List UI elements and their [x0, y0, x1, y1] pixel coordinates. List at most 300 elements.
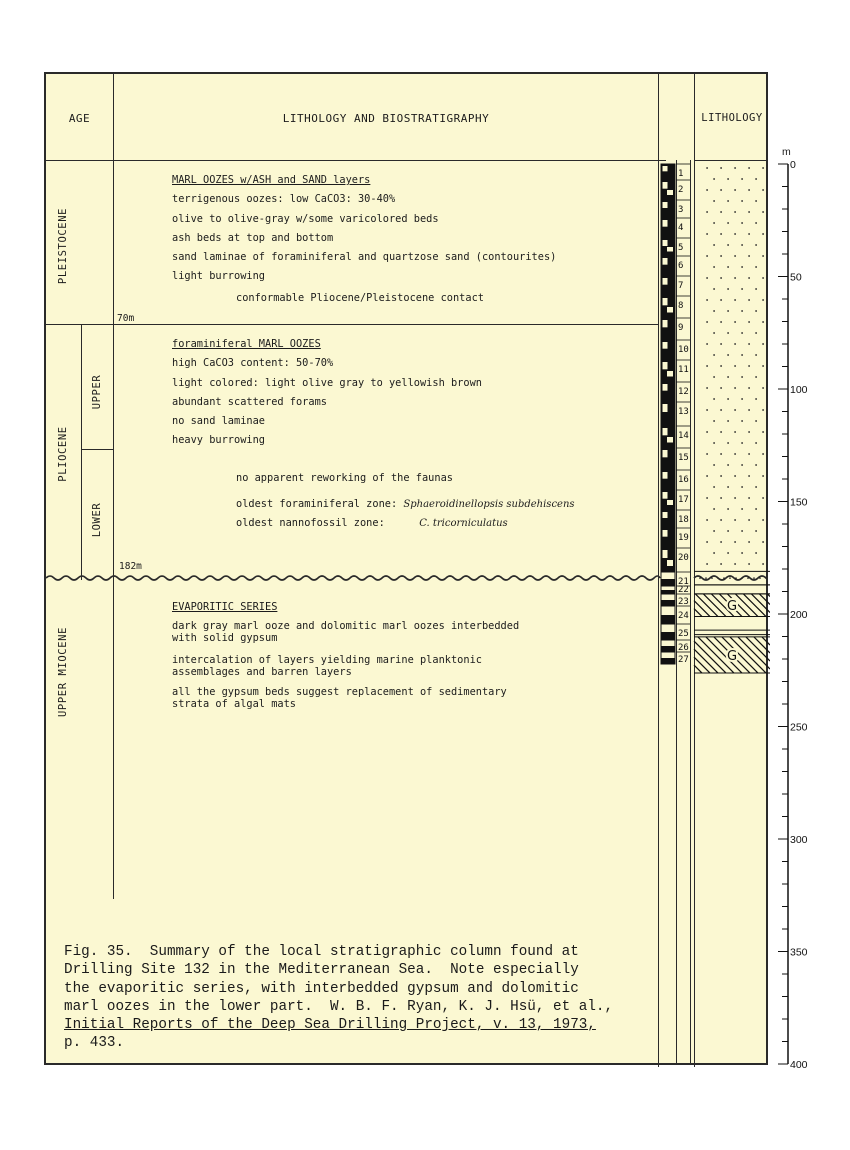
- lithology-dot: [727, 398, 729, 400]
- lithology-dot: [762, 541, 764, 543]
- lithology-dot: [762, 233, 764, 235]
- core-gap: [667, 190, 673, 195]
- core-gap: [663, 450, 668, 457]
- core-fill: [661, 658, 675, 664]
- core-gap: [663, 258, 668, 265]
- lithology-dot: [729, 577, 731, 579]
- lithology-dot: [762, 497, 764, 499]
- core-gap: [663, 362, 668, 369]
- lithology-dot: [734, 431, 736, 433]
- core-number: 13: [678, 407, 689, 417]
- gypsum-label: G: [726, 599, 738, 615]
- lithology-dot: [734, 211, 736, 213]
- lithology-dot: [727, 222, 729, 224]
- lithology-dot: [748, 431, 750, 433]
- lithology-dot: [720, 453, 722, 455]
- core-gap: [667, 371, 673, 377]
- lithology-dot: [748, 409, 750, 411]
- miocene-line-text: with solid gypsum: [172, 632, 278, 644]
- miocene-line: [172, 654, 482, 678]
- lithology-dot: [748, 321, 750, 323]
- lithology-dot: [727, 310, 729, 312]
- zone-nanno-label: oldest nannofossil zone:: [236, 517, 385, 529]
- lithology-dot: [741, 577, 743, 579]
- lithology-dot: [706, 299, 708, 301]
- lithology-dot: [753, 577, 755, 579]
- pliocene-zone-foram: [236, 495, 575, 514]
- lithology-dot: [727, 288, 729, 290]
- lithology-dot: [741, 376, 743, 378]
- lithology-dot: [734, 453, 736, 455]
- depth-scale-unit: m: [782, 146, 791, 158]
- lithology-dot: [741, 332, 743, 334]
- core-gap: [663, 384, 668, 391]
- core-number: 14: [678, 431, 689, 441]
- lithology-dot: [720, 233, 722, 235]
- miocene-line-text: assemblages and barren layers: [172, 666, 352, 678]
- pliocene-title: foraminiferal MARL OOZES: [172, 338, 321, 350]
- lithology-dot: [762, 475, 764, 477]
- lithology-dot: [755, 508, 757, 510]
- lithology-dot: [720, 563, 722, 565]
- lithology-dot: [727, 464, 729, 466]
- lithology-dot: [720, 343, 722, 345]
- lithology-dot: [762, 299, 764, 301]
- core-gap: [663, 404, 668, 412]
- pleistocene-line: light burrowing: [172, 270, 265, 283]
- core-number: 18: [678, 515, 689, 525]
- lithology-dot: [727, 420, 729, 422]
- core-gap: [667, 560, 673, 566]
- lithology-dot: [706, 453, 708, 455]
- lithology-dot: [734, 167, 736, 169]
- lithology-dot: [735, 577, 737, 579]
- core-gap: [663, 512, 668, 518]
- pliocene-line: heavy burrowing: [172, 434, 265, 447]
- core-gap: [663, 550, 668, 558]
- lithology-dot: [765, 577, 767, 579]
- lithology-dot: [706, 431, 708, 433]
- lithology-dot: [727, 266, 729, 268]
- core-number: 3: [678, 205, 684, 215]
- age-upper-miocene: UPPER MIOCENE: [57, 627, 69, 717]
- lithology-dot: [755, 376, 757, 378]
- lithology-dot: [723, 577, 725, 579]
- lithology-dot: [727, 332, 729, 334]
- lithology-dot: [748, 453, 750, 455]
- age-pliocene-lower: LOWER: [91, 502, 103, 538]
- core-number: 21: [678, 577, 689, 587]
- lithology-dot: [755, 552, 757, 554]
- lithology-dot: [762, 343, 764, 345]
- lithology-dot: [706, 233, 708, 235]
- header-age: AGE: [68, 112, 91, 125]
- lithology-dot: [734, 321, 736, 323]
- pliocene-reworking-note: no apparent reworking of the faunas: [236, 472, 453, 484]
- lithology-dot: [762, 519, 764, 521]
- gypsum-hatch: [754, 637, 770, 653]
- lithology-dot: [734, 409, 736, 411]
- caption-line-citation: Initial Reports of the Deep Sea Drilling Project, v. 13, 1973,: [64, 1017, 596, 1034]
- core-number: 15: [678, 453, 689, 463]
- lithology-dot: [762, 365, 764, 367]
- gypsum-hatch: [694, 601, 710, 617]
- core-number: 19: [678, 533, 689, 543]
- lithology-dot: [713, 552, 715, 554]
- lithology-dot: [706, 167, 708, 169]
- lithology-dot: [734, 519, 736, 521]
- age-column-divider: [113, 74, 114, 899]
- lithology-dot: [727, 376, 729, 378]
- depth-tick-label: 400: [790, 1059, 808, 1071]
- lithology-dot: [755, 288, 757, 290]
- depth-mark-70m: 70m: [117, 313, 135, 324]
- lithology-dot: [748, 233, 750, 235]
- lithology-dot: [755, 354, 757, 356]
- zone-foram-value: Sphaeroidinellopsis subdehiscens: [403, 499, 575, 510]
- core-gap: [667, 307, 673, 313]
- lithology-dot: [720, 277, 722, 279]
- lithology-dot: [748, 563, 750, 565]
- lithology-dot: [713, 332, 715, 334]
- lithology-dot: [720, 519, 722, 521]
- core-gap: [663, 298, 668, 305]
- lithology-dot: [706, 541, 708, 543]
- lithology-dot: [741, 288, 743, 290]
- core-gap: [663, 202, 668, 208]
- lithology-dot: [734, 343, 736, 345]
- lithology-dot: [720, 321, 722, 323]
- lithology-dot: [727, 354, 729, 356]
- pliocene-line: high CaCO3 content: 50-70%: [172, 357, 334, 370]
- lithology-dot: [748, 343, 750, 345]
- lithology-dot: [706, 211, 708, 213]
- lithology-dot: [762, 431, 764, 433]
- core-fill: [661, 632, 675, 640]
- core-gap: [663, 166, 668, 171]
- lithology-dot: [741, 442, 743, 444]
- lithology-dot: [741, 310, 743, 312]
- pliocene-line: light colored: light olive gray to yellowish brown: [172, 376, 482, 389]
- lithology-dot: [734, 255, 736, 257]
- stratigraphic-column-sheet: [44, 72, 768, 1065]
- lithology-dot: [713, 200, 715, 202]
- caption-line: marl oozes in the lower part. W. B. F. Ryan, K. J. Hsü, et al.,: [64, 998, 614, 1015]
- lithology-dot: [720, 409, 722, 411]
- lithology-dot: [713, 178, 715, 180]
- lithology-dot: [748, 365, 750, 367]
- lithology-dot: [762, 277, 764, 279]
- lithology-dot: [734, 387, 736, 389]
- lithology-dot: [705, 577, 707, 579]
- core-number: 20: [678, 553, 689, 563]
- lithology-dot: [741, 244, 743, 246]
- core-number: 8: [678, 301, 684, 311]
- lithology-dot: [720, 431, 722, 433]
- depth-tick-label: 250: [790, 721, 808, 734]
- lithology-dot: [706, 277, 708, 279]
- core-gap: [663, 320, 668, 327]
- lithology-dot: [741, 222, 743, 224]
- lithology-dot: [727, 486, 729, 488]
- evaporitic-series-title: EVAPORITIC SERIES: [172, 601, 278, 613]
- gypsum-hatch: [762, 637, 770, 645]
- depth-mark-182m: 182m: [119, 561, 142, 572]
- lithology-dot: [720, 365, 722, 367]
- lithology-dot: [741, 552, 743, 554]
- lithology-dot: [755, 222, 757, 224]
- lithology-dot: [706, 343, 708, 345]
- core-gap: [663, 428, 668, 435]
- lithology-dot: [741, 178, 743, 180]
- gypsum-label: G: [726, 648, 738, 664]
- lithology-dot: [755, 310, 757, 312]
- core-gap: [663, 240, 668, 246]
- lithology-dot: [755, 442, 757, 444]
- core-number: 16: [678, 475, 689, 485]
- core-fill: [661, 646, 675, 652]
- core-gap: [663, 182, 668, 189]
- pleistocene-description: [172, 171, 556, 287]
- gypsum-hatch: [694, 641, 726, 673]
- lithology-dot: [706, 409, 708, 411]
- upper-lower-boundary: [81, 449, 113, 450]
- lithology-dot: [755, 266, 757, 268]
- lithology-dot: [755, 332, 757, 334]
- lithology-dot: [699, 577, 701, 579]
- core-number: 11: [678, 365, 689, 375]
- miocene-line: [172, 620, 519, 644]
- lithology-dot: [734, 277, 736, 279]
- lithology-dot: [713, 508, 715, 510]
- core-number: 4: [678, 223, 684, 233]
- core-gap: [663, 472, 668, 479]
- lithology-dot: [727, 530, 729, 532]
- core-number: 10: [678, 345, 689, 355]
- depth-tick-label: 100: [790, 384, 808, 396]
- core-number: 5: [678, 243, 684, 253]
- depth-tick-label: 0: [790, 159, 796, 171]
- core-fill: [661, 615, 675, 624]
- lithology-dot: [727, 178, 729, 180]
- lithology-dot: [762, 255, 764, 257]
- miocene-line-text: dark gray marl ooze and dolomitic marl oozes interbedded: [172, 620, 520, 632]
- lithology-dot: [759, 577, 761, 579]
- depth-tick-label: 50: [790, 271, 802, 284]
- lithology-dot: [727, 508, 729, 510]
- lithology-dot: [713, 464, 715, 466]
- core-fill: [661, 590, 675, 594]
- lithology-dot: [734, 541, 736, 543]
- core-number: 24: [678, 611, 689, 621]
- pliocene-line: abundant scattered forams: [172, 395, 327, 408]
- lithology-dot: [706, 563, 708, 565]
- lithology-dot: [748, 497, 750, 499]
- lithology-dot: [727, 552, 729, 554]
- lithology-dot: [713, 222, 715, 224]
- caption-line: Drilling Site 132 in the Mediterranean Sea. Note especially: [64, 962, 579, 979]
- lithology-dot: [720, 211, 722, 213]
- lithology-dot: [755, 420, 757, 422]
- lithology-dot: [748, 189, 750, 191]
- core-number: 2: [678, 185, 684, 195]
- pleistocene-contact-note: conformable Pliocene/Pleistocene contact: [236, 292, 484, 304]
- lithology-dot: [713, 420, 715, 422]
- lithology-dot: [706, 255, 708, 257]
- depth-tick-label: 350: [790, 946, 808, 959]
- core-gap: [663, 278, 668, 285]
- lithology-dot: [755, 244, 757, 246]
- gypsum-hatch: [738, 637, 770, 669]
- lithology-dot: [748, 255, 750, 257]
- core-gap: [667, 437, 673, 443]
- lithology-dot: [762, 189, 764, 191]
- lithology-dot: [741, 354, 743, 356]
- age-pliocene-upper: UPPER: [91, 374, 103, 410]
- core-number: 1: [678, 169, 684, 179]
- core-gap: [663, 342, 668, 349]
- lithology-dot: [734, 189, 736, 191]
- core-number: 26: [678, 643, 689, 653]
- lithology-dot: [706, 321, 708, 323]
- lithology-dot: [727, 442, 729, 444]
- lithology-dot: [727, 244, 729, 246]
- miocene-line-text: intercalation of layers yielding marine planktonic: [172, 654, 482, 666]
- lithology-dot: [717, 577, 719, 579]
- lithology-dot: [720, 299, 722, 301]
- zone-nanno-value: C. tricorniculatus: [419, 518, 508, 529]
- age-pleistocene: PLEISTOCENE: [57, 207, 69, 285]
- lithology-dot: [762, 387, 764, 389]
- lithology-dot: [734, 497, 736, 499]
- depth-tick-label: 150: [790, 496, 808, 509]
- lithology-dot: [720, 475, 722, 477]
- lithology-dot: [755, 464, 757, 466]
- lithology-dot: [741, 530, 743, 532]
- lithology-dot: [713, 530, 715, 532]
- lithology-dot: [755, 200, 757, 202]
- lithology-dot: [713, 442, 715, 444]
- lithology-dot: [734, 563, 736, 565]
- lithology-dot: [713, 486, 715, 488]
- lithology-dot: [741, 266, 743, 268]
- core-gap: [667, 247, 673, 252]
- lithology-dot: [713, 266, 715, 268]
- lithology-dot: [727, 200, 729, 202]
- core-fill: [661, 579, 675, 586]
- header-lithology: LITHOLOGY: [701, 112, 763, 124]
- lithology-dot: [720, 167, 722, 169]
- lithology-dot: [748, 475, 750, 477]
- lithology-dot: [720, 541, 722, 543]
- lithology-dot: [706, 387, 708, 389]
- core-number: 22: [678, 585, 689, 595]
- core-gap: [667, 500, 673, 505]
- pliocene-zone-nanno: [236, 514, 508, 533]
- header-lithology-biostratigraphy: LITHOLOGY AND BIOSTRATIGRAPHY: [282, 112, 490, 125]
- core-number: 7: [678, 281, 684, 291]
- lithology-dot: [713, 398, 715, 400]
- pleistocene-title: MARL OOZES w/ASH and SAND layers: [172, 174, 371, 186]
- gypsum-hatch: [694, 609, 702, 617]
- core-number: 25: [678, 629, 689, 639]
- miocene-line-text: all the gypsum beds suggest replacement of sedimentary: [172, 686, 507, 698]
- gypsum-hatch: [694, 665, 702, 673]
- core-gap: [663, 530, 668, 537]
- core-number: 23: [678, 597, 689, 607]
- caption-line: p. 433.: [64, 1035, 125, 1052]
- depth-scale: [770, 140, 830, 1080]
- zone-foram-label: oldest foraminiferal zone:: [236, 498, 398, 510]
- lithology-dot: [748, 167, 750, 169]
- lithology-dot: [755, 178, 757, 180]
- lithology-dot: [720, 497, 722, 499]
- gypsum-hatch: [751, 594, 770, 613]
- lithology-dot: [713, 288, 715, 290]
- core-number: 12: [678, 387, 689, 397]
- caption-line: the evaporitic series, with interbedded gypsum and dolomitic: [64, 980, 579, 997]
- lithology-dot: [713, 310, 715, 312]
- lithology-dot: [755, 530, 757, 532]
- lithology-dot: [720, 255, 722, 257]
- lithology-dot: [741, 200, 743, 202]
- lithology-dot: [741, 508, 743, 510]
- core-number: 27: [678, 655, 689, 665]
- lithology-dot: [713, 244, 715, 246]
- lithology-dot: [755, 486, 757, 488]
- lithology-dot: [713, 354, 715, 356]
- lithology-dot: [734, 475, 736, 477]
- lithology-dot: [748, 387, 750, 389]
- lithology-dot: [747, 577, 749, 579]
- pliocene-line: no sand laminae: [172, 415, 265, 428]
- pleistocene-line: sand laminae of foraminiferal and quartzose sand (contourites): [172, 251, 557, 264]
- lithology-dot: [706, 475, 708, 477]
- lithology-dot: [762, 211, 764, 213]
- lithology-dot: [748, 519, 750, 521]
- depth-tick-label: 300: [790, 834, 808, 846]
- lithology-dot: [706, 189, 708, 191]
- pliocene-description: [172, 335, 482, 451]
- core-gap: [663, 492, 668, 499]
- pleistocene-line: ash beds at top and bottom: [172, 231, 334, 244]
- header-rule: [46, 160, 666, 161]
- lithology-dot: [706, 519, 708, 521]
- lithology-dot: [762, 321, 764, 323]
- lithology-dot: [720, 189, 722, 191]
- lithology-dot: [762, 453, 764, 455]
- pliocene-subdivision-divider: [81, 324, 82, 580]
- depth-tick-label: 200: [790, 609, 808, 621]
- lithology-dot: [734, 365, 736, 367]
- lithology-dot: [711, 577, 713, 579]
- lithology-dot: [762, 167, 764, 169]
- lithology-dot: [755, 398, 757, 400]
- lithology-dot: [748, 277, 750, 279]
- lithology-dot: [741, 486, 743, 488]
- core-gap: [663, 220, 668, 227]
- lithology-dot: [713, 376, 715, 378]
- lithology-dot: [748, 211, 750, 213]
- lithology-dot: [720, 387, 722, 389]
- lithology-dot: [734, 233, 736, 235]
- figure-caption: [64, 925, 684, 1071]
- core-number: 6: [678, 261, 684, 271]
- pleistocene-line: terrigenous oozes: low CaCO3: 30-40%: [172, 193, 396, 206]
- pleistocene-line: olive to olive-gray w/some varicolored beds: [172, 212, 439, 225]
- lithology-dot: [706, 497, 708, 499]
- lithology-dot: [762, 563, 764, 565]
